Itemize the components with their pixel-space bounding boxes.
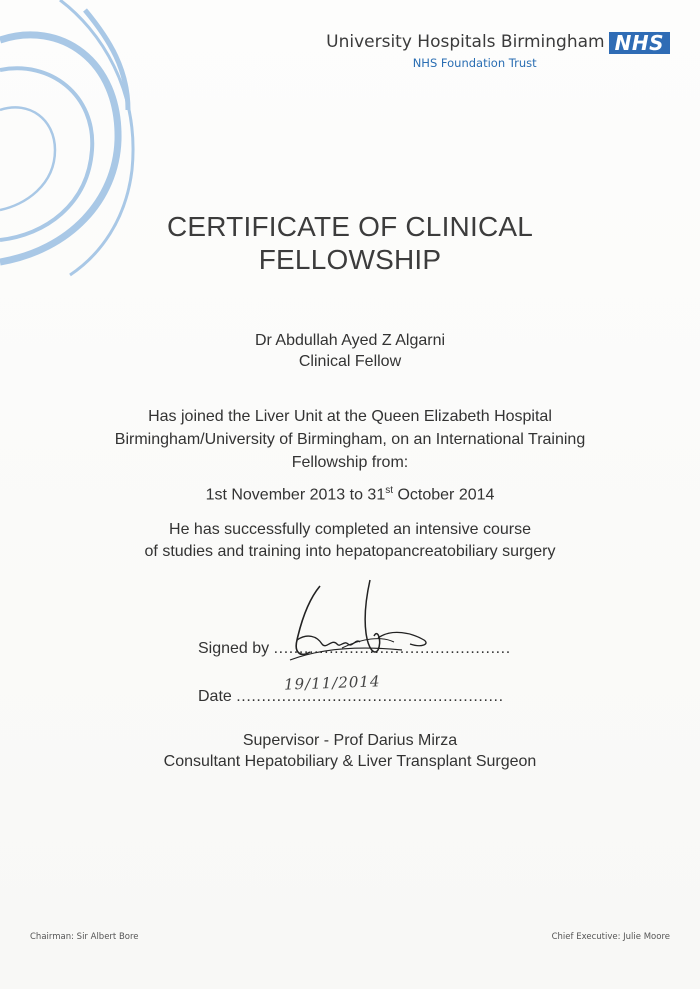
completion-statement xyxy=(0,519,700,563)
fellowship-dates xyxy=(0,480,700,506)
supervisor-title: Consultant Hepatobiliary & Liver Transplant Surgeon xyxy=(163,753,537,770)
dates-start: 1st November 2013 to 31 xyxy=(205,486,386,504)
certificate-title xyxy=(0,210,700,276)
organisation-name: University Hospitals Birmingham xyxy=(326,32,605,52)
statement-line-3: Fellowship from: xyxy=(291,454,409,471)
organisation-subtitle: NHS Foundation Trust xyxy=(412,56,537,70)
handwritten-signature xyxy=(282,578,432,673)
footer-chairman: Chairman: Sir Albert Bore xyxy=(30,932,139,942)
supervisor-name: Supervisor - Prof Darius Mirza xyxy=(242,732,458,749)
completion-line-2: of studies and training into hepatopancreatobiliary surgery xyxy=(144,543,556,560)
statement-line-1: Has joined the Liver Unit at the Queen Elizabeth Hospital xyxy=(148,408,552,425)
statement-line-2: Birmingham/University of Birmingham, on an International Training xyxy=(114,431,586,448)
fellowship-statement xyxy=(0,405,700,474)
dates-superscript: st xyxy=(385,485,394,496)
dates-end: October 2014 xyxy=(393,486,495,504)
recipient-block xyxy=(0,330,700,372)
footer-chief-executive: Chief Executive: Julie Moore xyxy=(551,932,670,942)
recipient-name: Dr Abdullah Ayed Z Algarni xyxy=(254,332,446,349)
title-line-2: FELLOWSHIP xyxy=(258,244,442,275)
date-dotted-line: ..................................................... xyxy=(236,688,504,705)
nhs-logo: NHS xyxy=(609,32,670,54)
organisation-header xyxy=(326,30,670,70)
completion-line-1: He has successfully completed an intensive course xyxy=(169,521,531,538)
signed-by-dotted-line: ............................................... xyxy=(273,640,511,657)
supervisor-block xyxy=(0,730,700,772)
handwritten-date: 19/11/2014 xyxy=(283,672,381,694)
recipient-role: Clinical Fellow xyxy=(298,353,402,370)
signed-by-label: Signed by xyxy=(198,640,270,657)
title-line-1: CERTIFICATE OF CLINICAL xyxy=(166,211,534,242)
date-label: Date xyxy=(198,688,232,705)
